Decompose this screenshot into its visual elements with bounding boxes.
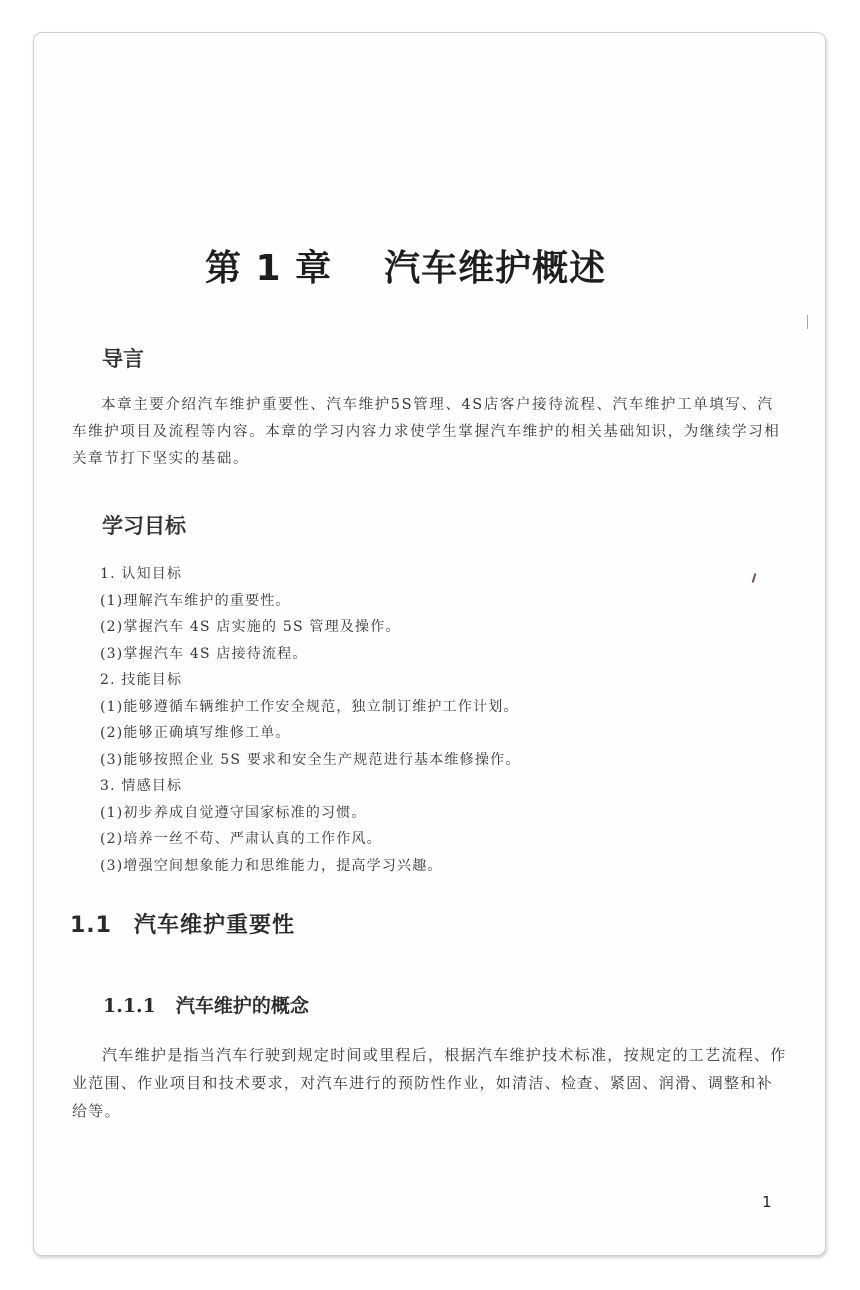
scan-mark [807, 315, 808, 329]
section-title: 汽车维护重要性 [133, 913, 295, 938]
goal-category-skill: 2. 技能目标 [100, 672, 183, 688]
goal-item: (2)掌握汽车 4S 店实施的 5S 管理及操作。 [100, 619, 401, 635]
goal-item: (2)能够正确填写维修工单。 [100, 725, 291, 741]
subsection-title: 汽车维护的概念 [175, 995, 309, 1017]
subsection-number: 1.1.1 [103, 995, 156, 1017]
learning-goals-list [100, 561, 520, 879]
goal-item: (2)培养一丝不苟、严肃认真的工作作风。 [100, 831, 382, 847]
goal-category-cognitive: 1. 认知目标 [100, 566, 183, 582]
chapter-name: 汽车维护概述 [384, 248, 607, 289]
intro-heading: 导言 [102, 347, 144, 371]
intro-paragraph: 本章主要介绍汽车维护重要性、汽车维护5S管理、4S店客户接待流程、汽车维护工单填写、汽车维护项目及流程等内容。本章的学习内容力求使学生掌握汽车维护的相关基础知识，为继续学习相关章节打下坚实的基础。 [72, 397, 781, 467]
goal-item: (1)理解汽车维护的重要性。 [100, 592, 291, 609]
goal-item: (3)增强空间想象能力和思维能力，提高学习兴趣。 [100, 857, 443, 874]
chapter-number: 第 1 章 [205, 248, 333, 289]
goal-item: (1)初步养成自觉遵守国家标准的习惯。 [100, 804, 367, 821]
goal-item: (3)掌握汽车 4S 店接待流程。 [100, 645, 308, 662]
goal-category-affective: 3. 情感目标 [100, 778, 183, 794]
concept-paragraph: 汽车维护是指当汽车行驶到规定时间或里程后，根据汽车维护技术标准，按规定的工艺流程、作业范围、作业项目和技术要求，对汽车进行的预防性作业，如清洁、检查、紧固、润滑、调整和补给等。 [72, 1047, 787, 1120]
learning-goals-heading: 学习目标 [102, 514, 186, 538]
section-1-1-1-heading [103, 991, 309, 1018]
goal-item: (3)能够按照企业 5S 要求和安全生产规范进行基本维修操作。 [100, 751, 521, 768]
chapter-title [205, 240, 606, 291]
goal-item: (1)能够遵循车辆维护工作安全规范，独立制订维护工作计划。 [100, 698, 519, 715]
page-number: 1 [762, 1193, 772, 1211]
section-number: 1.1 [70, 913, 112, 938]
section-1-1-heading [70, 908, 295, 939]
